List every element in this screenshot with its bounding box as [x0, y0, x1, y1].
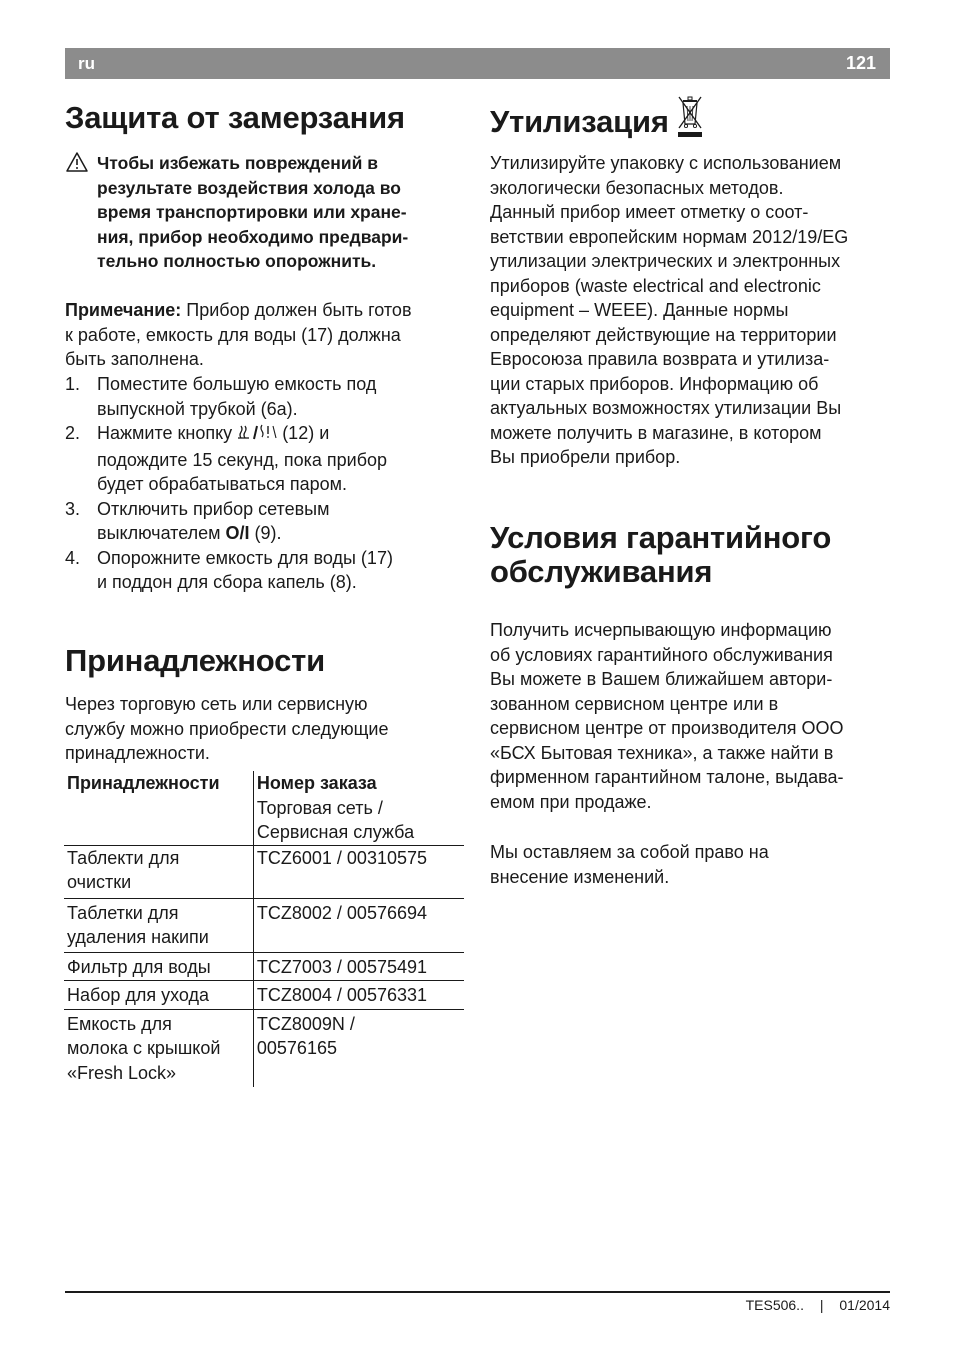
warranty-text: Получить исчерпывающую информацию об условиях гарантийного обслуживания Вы можете в Вашем ближайшем автори- зованном сервисном центре или в сервисном центре от производителя ООО «БСХ Бытовая техника», а также найти в фирменном гарантийном талоне, выдава- емом при продаже. — [490, 620, 844, 812]
list-item: 2. Нажмите кнопку (12) и подождите 15 секунд, пока прибор будет обрабатываться паром. — [65, 423, 388, 494]
warning-triangle-icon — [65, 151, 97, 274]
table-row: Фильтр для воды TCZ7003 / 00575491 — [64, 952, 464, 981]
language-code: ru — [78, 54, 95, 73]
list-item: 3. Отключить прибор сетевым выключателем O/I (9). — [65, 498, 330, 543]
frost-warning — [65, 151, 408, 274]
disposal-text: Утилизируйте упаковку с использованием экологически безопасных методов. Данный прибор имеет отметку о соот- ветствии европейским нормам 2012/19/EG утилизации электрических и электронных приборов (waste electrical and electronic equipment – WEEE). Данные нормы определяют действующие на территории Евросоюза правила возврата и утилиза- ции старых приборов. Информацию об актуальных возможностях утилизации Вы можете получить в магазине, в котором Вы приобрели прибор. — [490, 153, 849, 467]
power-switch-label: O/I — [225, 523, 250, 543]
table-row: Набор для ухода TCZ8004 / 00576331 — [64, 981, 464, 1010]
accessories-table — [64, 771, 464, 1087]
page-header-bar — [65, 48, 890, 79]
footer-divider — [65, 1291, 890, 1293]
table-row: Таблекти для очистки TCZ6001 / 00310575 — [64, 845, 464, 898]
disposal-title: Утилизация — [490, 103, 669, 139]
note-label: Примечание: — [65, 300, 182, 320]
page-footer: TES506.. | 01/2014 — [745, 1297, 890, 1313]
table-row: Таблетки для удаления накипи TCZ8002 / 00576694 — [64, 898, 464, 952]
table-header-row — [64, 771, 464, 845]
warranty-title: Условия гарантийного обслуживания — [490, 520, 832, 589]
col-header-order-number: Номер заказа Торговая сеть / Сервисная служба — [253, 771, 464, 845]
page-number: 121 — [845, 53, 876, 73]
frost-note: Примечание: Прибор должен быть готов к работе, емкость для воды (17) должна быть заполнена. — [65, 300, 412, 369]
table-row: Емкость для молока с крышкой «Fresh Lock» TCZ8009N / 00576165 — [64, 1009, 464, 1087]
model-number: TES506.. — [745, 1297, 804, 1313]
list-item: 1. Поместите большую емкость под выпускной трубкой (6a). — [65, 374, 377, 419]
col-header-accessories: Принадлежности — [64, 771, 253, 845]
steam-button-icon — [237, 423, 277, 448]
frost-steps-list — [65, 372, 465, 595]
list-item: 4. Опорожните емкость для воды (17) и поддон для сбора капель (8). — [65, 547, 393, 592]
warning-text: Чтобы избежать повреждений в результате воздействия холода во время транспортировки или хране- ния, прибор необходимо предвари- тельно полностью опорожнить. — [97, 153, 409, 271]
accessories-intro: Через торговую сеть или сервисную службу можно приобрести следующие принадлежности. — [65, 694, 389, 763]
accessories-title: Принадлежности — [65, 643, 325, 678]
reserve-rights-text: Мы оставляем за собой право на внесение изменений. — [490, 842, 769, 887]
print-date: 01/2014 — [839, 1297, 890, 1313]
frost-protection-title: Защита от замерзания — [65, 100, 405, 135]
disposal-heading — [490, 94, 705, 145]
weee-crossed-bin-icon — [675, 94, 705, 145]
